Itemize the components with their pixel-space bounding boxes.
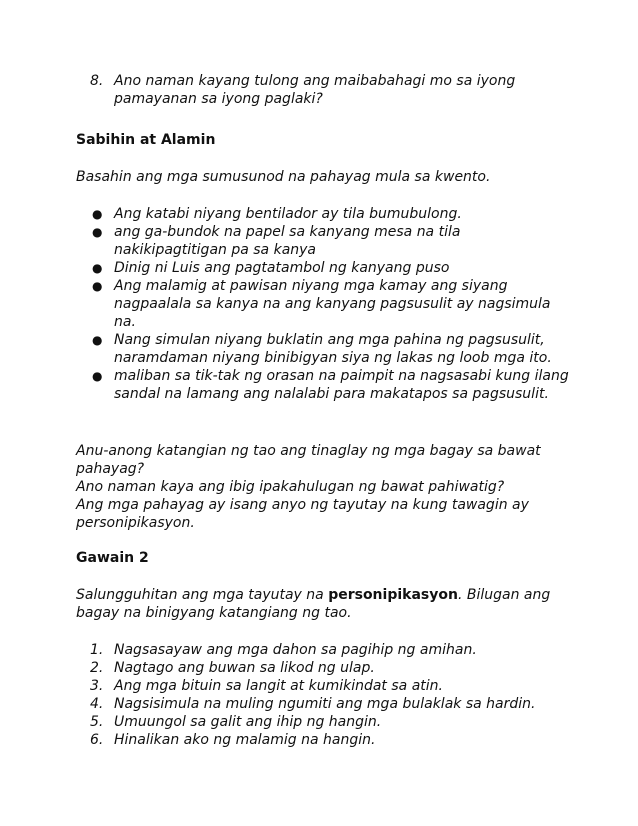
instruction-keyword: personipikasyon <box>328 587 458 603</box>
bullet-icon: ● <box>92 279 103 293</box>
question-text: Ano naman kaya ang ibig ipakahulugan ng bawat pahiwatig? <box>76 479 505 495</box>
item-number: 2. <box>90 660 104 676</box>
section2-instruction <box>76 586 576 622</box>
item-text: Ang mga bituin sa langit at kumikindat sa atin. <box>114 678 443 694</box>
item-text: Nagtago ang buwan sa likod ng ulap. <box>114 660 375 676</box>
instruction-text: Salungguhitan ang mga tayutay na <box>76 587 329 603</box>
list-item <box>76 367 576 403</box>
bullet-icon: ● <box>92 261 103 275</box>
list-item <box>76 713 576 731</box>
bullet-icon: ● <box>92 207 103 221</box>
question-text: Ang mga pahayag ay isang anyo ng tayutay na kung tawagin ay personipikasyon. <box>76 497 529 531</box>
item-text: Hinalikan ako ng malamig na hangin. <box>114 732 376 748</box>
item-text: Nagsisimula na muling ngumiti ang mga bulaklak sa hardin. <box>114 696 536 712</box>
section1-instruction: Basahin ang mga sumusunod na pahayag mula sa kwento. <box>76 169 491 185</box>
list-item <box>76 659 576 677</box>
list-item <box>76 331 576 367</box>
bullet-text: Nang simulan niyang buklatin ang mga pahina ng pagsusulit, naramdaman niyang binibigyan siya ng lakas ng loob mga ito. <box>114 332 552 366</box>
item-text: Ano naman kayang tulong ang maibabahagi mo sa iyong pamayanan sa iyong paglaki? <box>114 73 516 107</box>
section-heading-sabihin: Sabihin at Alamin <box>76 132 216 148</box>
item-number: 8. <box>90 73 104 89</box>
list-item <box>76 205 576 223</box>
item-number: 1. <box>90 642 104 658</box>
questions-block <box>76 442 576 532</box>
list-item <box>76 277 576 331</box>
bullet-text: ang ga-bundok na papel sa kanyang mesa na tila nakikipagtitigan pa sa kanya <box>114 224 461 258</box>
item-number: 5. <box>90 714 104 730</box>
section-heading-gawain: Gawain 2 <box>76 550 149 566</box>
item-text: Nagsasayaw ang mga dahon sa pagihip ng amihan. <box>114 642 477 658</box>
exercise-list <box>76 641 576 749</box>
instruction-text: . Bilugan ang bagay na binigyang katangiang ng tao. <box>76 587 551 621</box>
bullet-list <box>76 205 576 403</box>
item-number: 4. <box>90 696 104 712</box>
list-item <box>76 695 576 713</box>
list-item <box>76 731 576 749</box>
item-text: Umuungol sa galit ang ihip ng hangin. <box>114 714 382 730</box>
question-text: Anu-anong katangian ng tao ang tinaglay ng mga bagay sa bawat pahayag? <box>76 443 541 477</box>
list-item <box>76 641 576 659</box>
list-item <box>76 72 576 108</box>
bullet-icon: ● <box>92 369 103 383</box>
bullet-icon: ● <box>92 225 103 239</box>
list-item <box>76 259 576 277</box>
bullet-text: Ang katabi niyang bentilador ay tila bumubulong. <box>114 206 462 222</box>
list-item <box>76 677 576 695</box>
bullet-text: Ang malamig at pawisan niyang mga kamay ang siyang nagpaalala sa kanya na ang kanyang pagsusulit ay nagsimula na. <box>114 278 551 330</box>
bullet-icon: ● <box>92 333 103 347</box>
numbered-list-top <box>76 72 576 108</box>
item-number: 6. <box>90 732 104 748</box>
item-number: 3. <box>90 678 104 694</box>
list-item <box>76 223 576 259</box>
bullet-text: maliban sa tik-tak ng orasan na paimpit na nagsasabi kung ilang sandal na lamang ang nalalabi para makatapos sa pagsusulit. <box>114 368 569 402</box>
bullet-text: Dinig ni Luis ang pagtatambol ng kanyang puso <box>114 260 450 276</box>
